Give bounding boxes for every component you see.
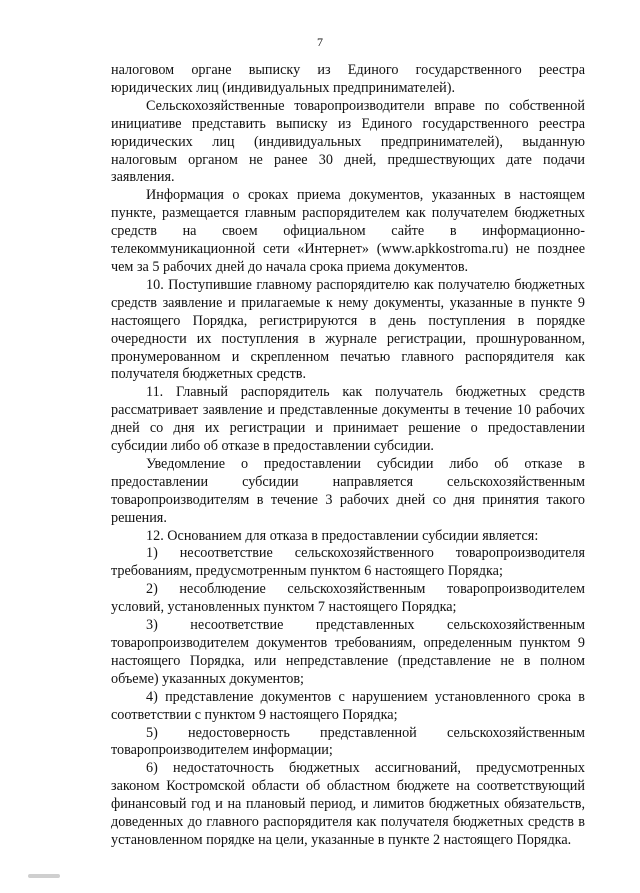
list-item-refusal-4: 4) представление документов с нарушением установленного срока в соответствии с пунктом 9 настоящего Порядка; xyxy=(111,688,585,723)
scan-mark xyxy=(28,874,60,878)
list-item-refusal-6: 6) недостаточность бюджетных ассигнований, предусмотренных законом Костромской области об областном бюджете на соответствующий финансовый год и на плановый период, и лимитов бюджетных обязательств, доведенных до главного распорядителя как получателя бюджетных средств в установленном порядке на цели, указанные в пункте 2 настоящего Порядка. xyxy=(111,760,585,848)
document-body xyxy=(111,62,585,850)
page-number: 7 xyxy=(317,35,323,49)
list-item-refusal-5: 5) недостоверность представленной сельскохозяйственным товаропроизводителем информации; xyxy=(111,724,585,759)
paragraph-deadline-info: Информация о сроках приема документов, указанных в настоящем пункте, размещается главным распорядителем как получателем бюджетных средств на своем официальном сайте в информационно-телекоммуникационной сети «Интернет» (www.apkkostroma.ru) не позднее чем за 5 рабочих дней до начала срока приема документов. xyxy=(111,187,585,275)
list-item-refusal-1: 1) несоответствие сельскохозяйственного товаропроизводителя требованиям, предусмотренным пунктом 6 настоящего Порядка; xyxy=(111,545,585,580)
list-item-refusal-3: 3) несоответствие представленных сельскохозяйственным товаропроизводителем документов требованиям, определенным пунктом 9 настоящего Порядка, или непредставление (представление не в полном объеме) указанных документов; xyxy=(111,617,585,687)
paragraph-item-10: 10. Поступившие главному распорядителю как получателю бюджетных средств заявление и прилагаемые к нему документы, указанные в пункте 9 настоящего Порядка, регистрируются в день поступления в порядке очередности их поступления в журнале регистрации, прошнурованном, пронумерованном и скрепленном печатью главного распорядителя как получателя бюджетных средств. xyxy=(111,276,585,383)
paragraph-notification: Уведомление о предоставлении субсидии либо об отказе в предоставлении субсидии направляется сельскохозяйственным товаропроизводителям в течение 3 рабочих дней со дня принятия такого решения. xyxy=(111,455,585,526)
paragraph-voluntary-extract: Сельскохозяйственные товаропроизводители вправе по собственной инициативе представить выписку из Единого государственного реестра юридических лиц (индивидуальных предпринимателей), выданную налоговым органом не ранее 30 дней, предшествующих дате подачи заявления. xyxy=(111,97,585,186)
paragraph-item-12: 12. Основанием для отказа в предоставлении субсидии является: xyxy=(146,527,539,544)
paragraph-item-11: 11. Главный распорядитель как получатель бюджетных средств рассматривает заявление и представленные документы в течение 10 рабочих дней со дня их регистрации и принимает решение о предоставлении субсидии либо об отказе в предоставлении субсидии. xyxy=(111,384,585,455)
list-item-refusal-2: 2) несоблюдение сельскохозяйственным товаропроизводителем условий, установленных пунктом 7 настоящего Порядка; xyxy=(111,581,585,616)
paragraph-continuation: налоговом органе выписку из Единого государственного реестра юридических лиц (индивидуальных предпринимателей). xyxy=(111,62,585,96)
